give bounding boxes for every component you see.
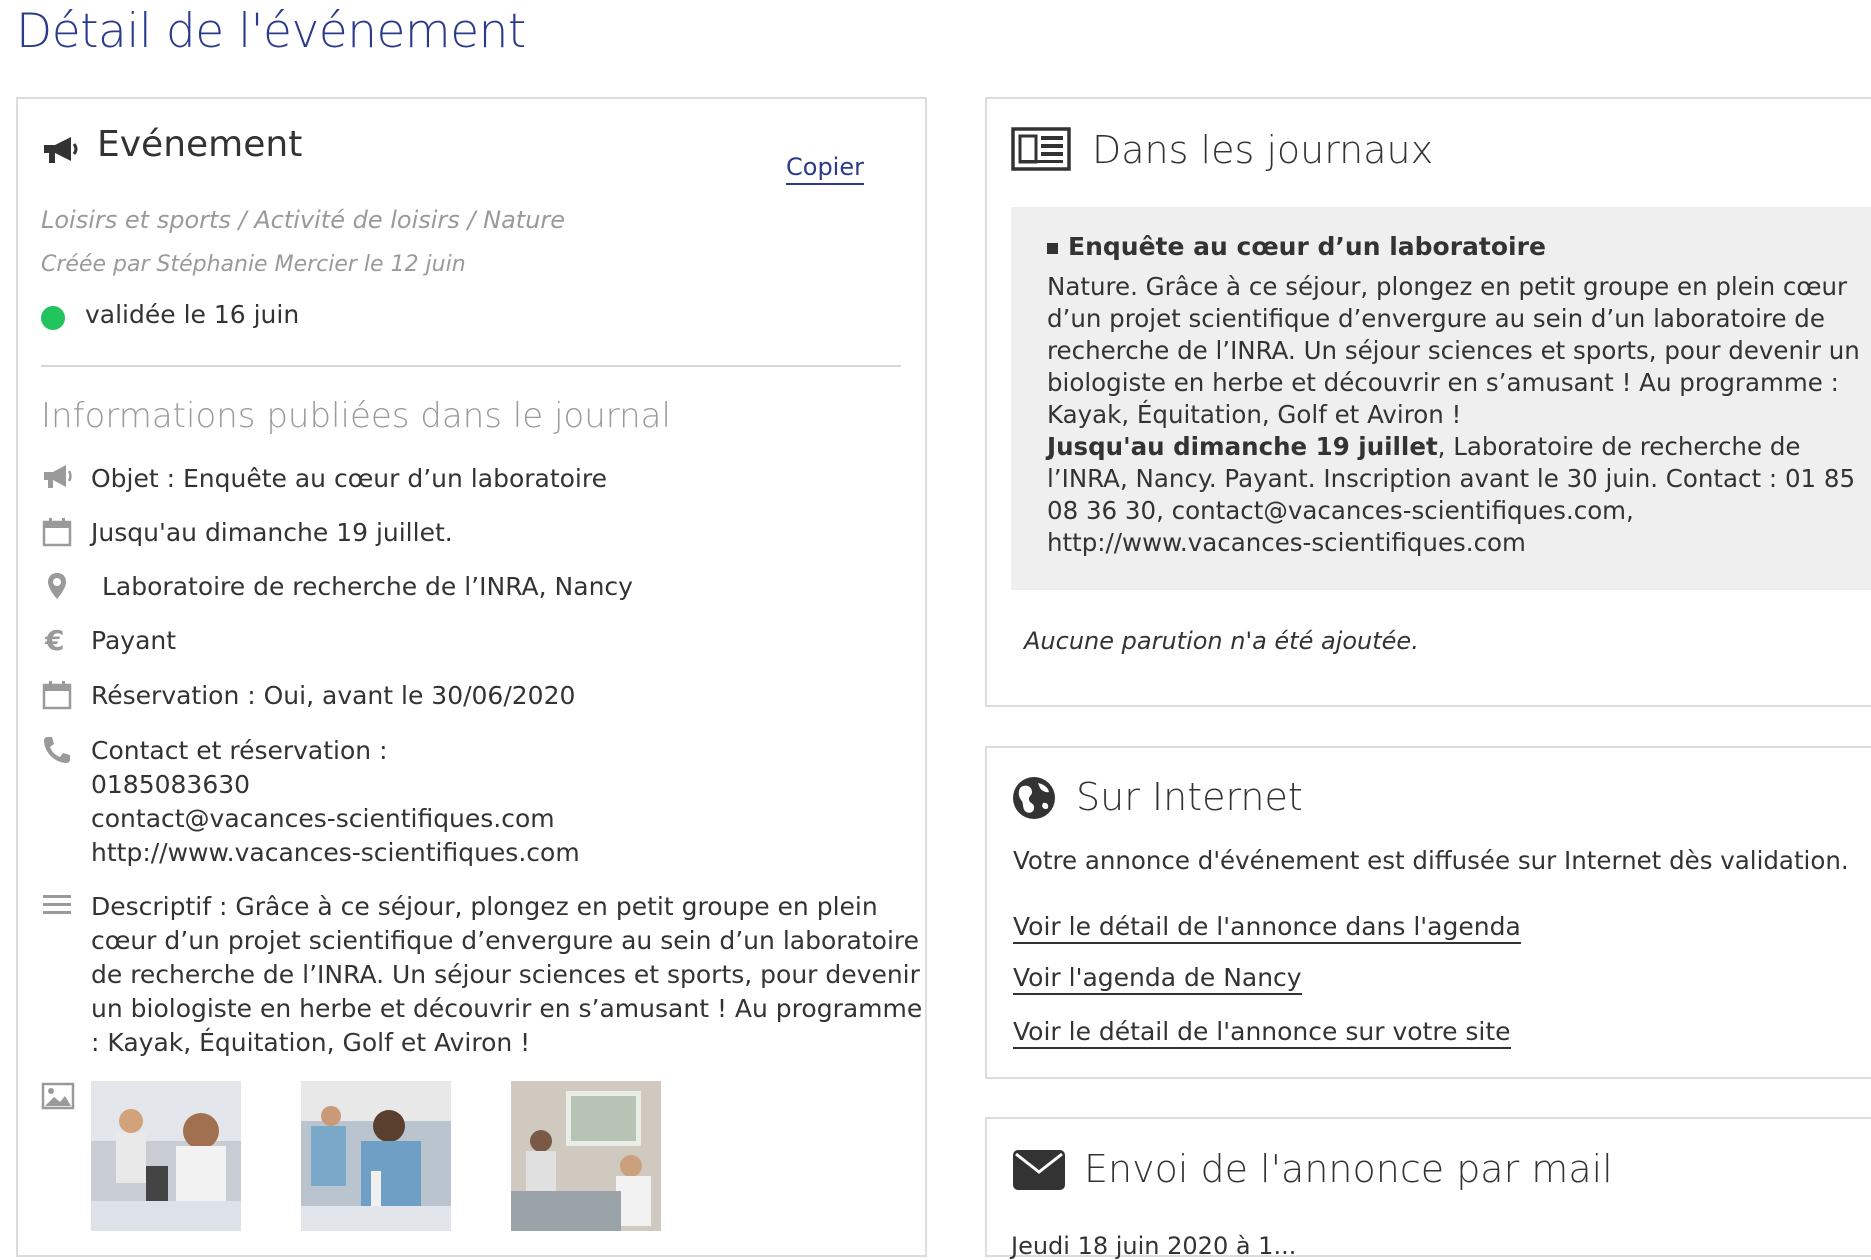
page-title: Détail de l'événement <box>16 4 526 59</box>
copy-link[interactable]: Copier <box>786 153 864 185</box>
globe-icon <box>1011 775 1057 821</box>
event-photo-2[interactable] <box>301 1081 451 1231</box>
newspaper-icon <box>1011 127 1071 171</box>
objet-text: Objet : Enquête au cœur d’un laboratoire <box>91 464 607 493</box>
map-pin-icon <box>41 570 73 602</box>
no-parution-text: Aucune parution n'a été ajoutée. <box>1024 627 1419 655</box>
event-photo-1[interactable] <box>91 1081 241 1231</box>
contact-website: http://www.vacances-scientifiques.com <box>91 838 580 867</box>
info-objet <box>41 462 901 498</box>
internet-header: Sur Internet <box>1076 775 1303 819</box>
price-text: Payant <box>91 626 177 655</box>
event-header: Evénement <box>97 124 303 165</box>
event-photo-3[interactable] <box>511 1081 661 1231</box>
journaux-header: Dans les journaux <box>1092 128 1434 172</box>
reservation-text: Réservation : Oui, avant le 30/06/2020 <box>91 681 576 710</box>
status-dot <box>41 306 65 330</box>
location-text: Laboratoire de recherche de l’INRA, Nancy <box>102 572 633 601</box>
contact-block <box>91 734 580 870</box>
contact-label: Contact et réservation : <box>91 736 388 765</box>
date-text: Jusqu'au dimanche 19 juillet. <box>91 518 453 547</box>
event-category: Loisirs et sports / Activité de loisirs / Nature <box>41 206 566 234</box>
image-icon <box>41 1082 75 1110</box>
svg-text:€: € <box>45 624 65 656</box>
status-text: validée le 16 juin <box>85 300 300 329</box>
divider <box>41 365 901 367</box>
article-body: Nature. Grâce à ce séjour, plongez en petit groupe en plein cœur d’un projet scientifique d’envergure au sein d’un laboratoire de recherche de l’INRA. Un séjour sciences et sports, pour devenir un biologiste en herbe et découvrir en s’amusant ! Au programme : Kayak, Équitation, Golf et Aviron ! Jusqu'au dimanche 19 juillet, Laboratoire de recherche de l’INRA, Nancy. Payant. Inscription avant le 30 juin. Contact : 01 85 08 36 30, contact@vacances-scientifiques.com, http://www.vacances-scientifiques.com <box>1047 272 1860 557</box>
envelope-icon <box>1013 1150 1065 1190</box>
info-location <box>41 570 901 606</box>
agenda-detail-link[interactable]: Voir le détail de l'annonce dans l'agenda <box>1013 912 1521 944</box>
calendar-icon <box>41 679 73 711</box>
megaphone-icon <box>41 462 73 494</box>
internet-text: Votre annonce d'événement est diffusée sur Internet dès validation. <box>1013 846 1849 875</box>
contact-phone: 0185083630 <box>91 770 251 799</box>
info-contact <box>41 734 901 874</box>
info-description <box>41 890 923 1070</box>
event-created: Créée par Stéphanie Mercier le 12 juin <box>41 252 466 277</box>
euro-icon <box>41 624 73 656</box>
agenda-nancy-link[interactable]: Voir l'agenda de Nancy <box>1013 963 1302 995</box>
contact-email: contact@vacances-scientifiques.com <box>91 804 555 833</box>
description-text: Descriptif : Grâce à ce séjour, plongez en petit groupe en plein cœur d’un projet scientifique d’envergure au sein d’un laboratoire de recherche de l’INRA. Un séjour sciences et sports, pour devenir un biologiste en herbe et découvrir en s’amusant ! Au programme : Kayak, Équitation, Golf et Aviron ! <box>91 892 923 1057</box>
phone-icon <box>41 734 73 766</box>
section-title: Informations publiées dans le journal <box>41 396 671 436</box>
megaphone-icon <box>41 134 79 166</box>
info-price <box>41 624 901 660</box>
article-title: Enquête au cœur d’un laboratoire <box>1047 232 1546 261</box>
bullet-icon <box>1047 243 1058 254</box>
info-date <box>41 516 901 552</box>
mail-header: Envoi de l'annonce par mail <box>1084 1147 1613 1191</box>
site-detail-link[interactable]: Voir le détail de l'annonce sur votre site <box>1013 1017 1511 1049</box>
mail-date-text: Jeudi 18 juin 2020 à 1... <box>1011 1232 1297 1260</box>
lines-icon <box>41 890 73 922</box>
calendar-icon <box>41 516 73 548</box>
info-reservation <box>41 679 901 715</box>
